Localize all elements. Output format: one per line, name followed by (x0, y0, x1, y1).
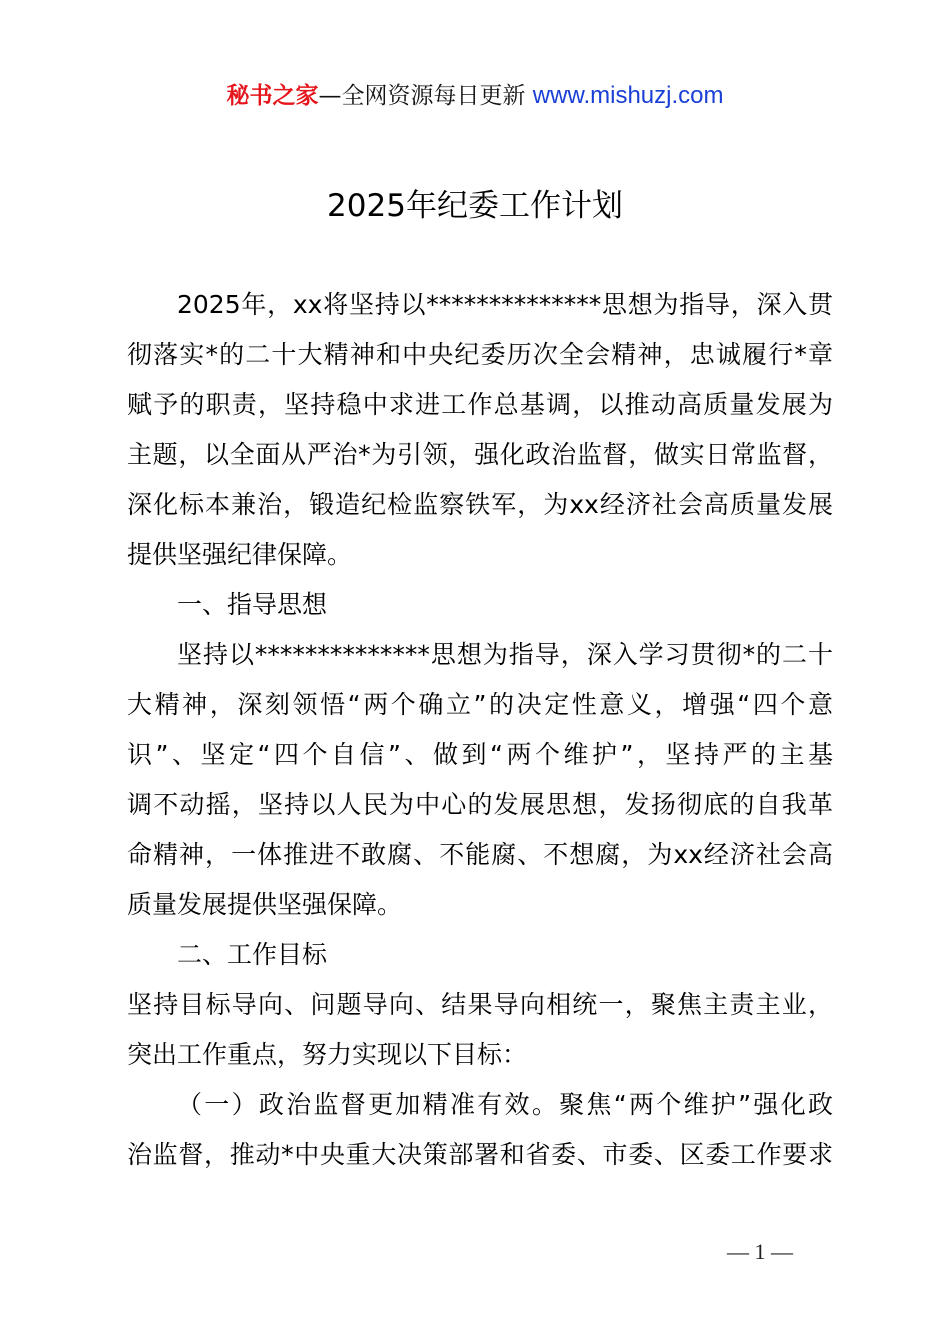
body-line: 深化标本兼治，锻造纪检监察铁军，为xx经济社会高质量发展 (127, 490, 833, 519)
body-line: 提供坚强纪律保障。 (127, 540, 353, 569)
brand-name: 秘书之家 (226, 83, 319, 109)
document-body (127, 280, 833, 1180)
body-line: （一）政治监督更加精准有效。聚焦“两个维护”强化政 (177, 1090, 833, 1119)
body-line: 彻落实*的二十大精神和中央纪委历次全会精神，忠诚履行*章 (127, 340, 833, 369)
body-line: 调不动摇，坚持以人民为中心的发展思想，发扬彻底的自我革 (127, 790, 833, 819)
site-banner (0, 80, 950, 112)
body-line: 识”、坚定“四个自信”、做到“两个维护”，坚持严的主基 (127, 740, 833, 769)
document-title: 2025年纪委工作计划 (327, 188, 623, 224)
page-number: — 1 — (727, 1239, 793, 1264)
section-heading: 一、指导思想 (177, 590, 328, 619)
body-line: 大精神，深刻领悟“两个确立”的决定性意义，增强“四个意 (127, 690, 833, 719)
body-line: 主题，以全面从严治*为引领，强化政治监督，做实日常监督， (127, 440, 833, 469)
banner-slogan: —全网资源每日更新 (318, 83, 526, 109)
body-line: 质量发展提供坚强保障。 (127, 890, 403, 919)
site-url-link[interactable]: www.mishuzj.com (532, 82, 724, 109)
body-line: 赋予的职责，坚持稳中求进工作总基调，以推动高质量发展为 (127, 390, 833, 419)
body-line: 坚持目标导向、问题导向、结果导向相统一，聚焦主责主业， (127, 990, 833, 1019)
body-line: 突出工作重点，努力实现以下目标： (127, 1040, 528, 1069)
body-line: 2025年，xx将坚持以**************思想为指导，深入贯 (177, 290, 833, 319)
body-line: 治监督，推动*中央重大决策部署和省委、市委、区委工作要求 (127, 1140, 833, 1169)
body-line: 命精神，一体推进不敢腐、不能腐、不想腐，为xx经济社会高 (127, 840, 833, 869)
section-heading: 二、工作目标 (177, 940, 328, 969)
body-line: 坚持以**************思想为指导，深入学习贯彻*的二十 (177, 640, 833, 669)
